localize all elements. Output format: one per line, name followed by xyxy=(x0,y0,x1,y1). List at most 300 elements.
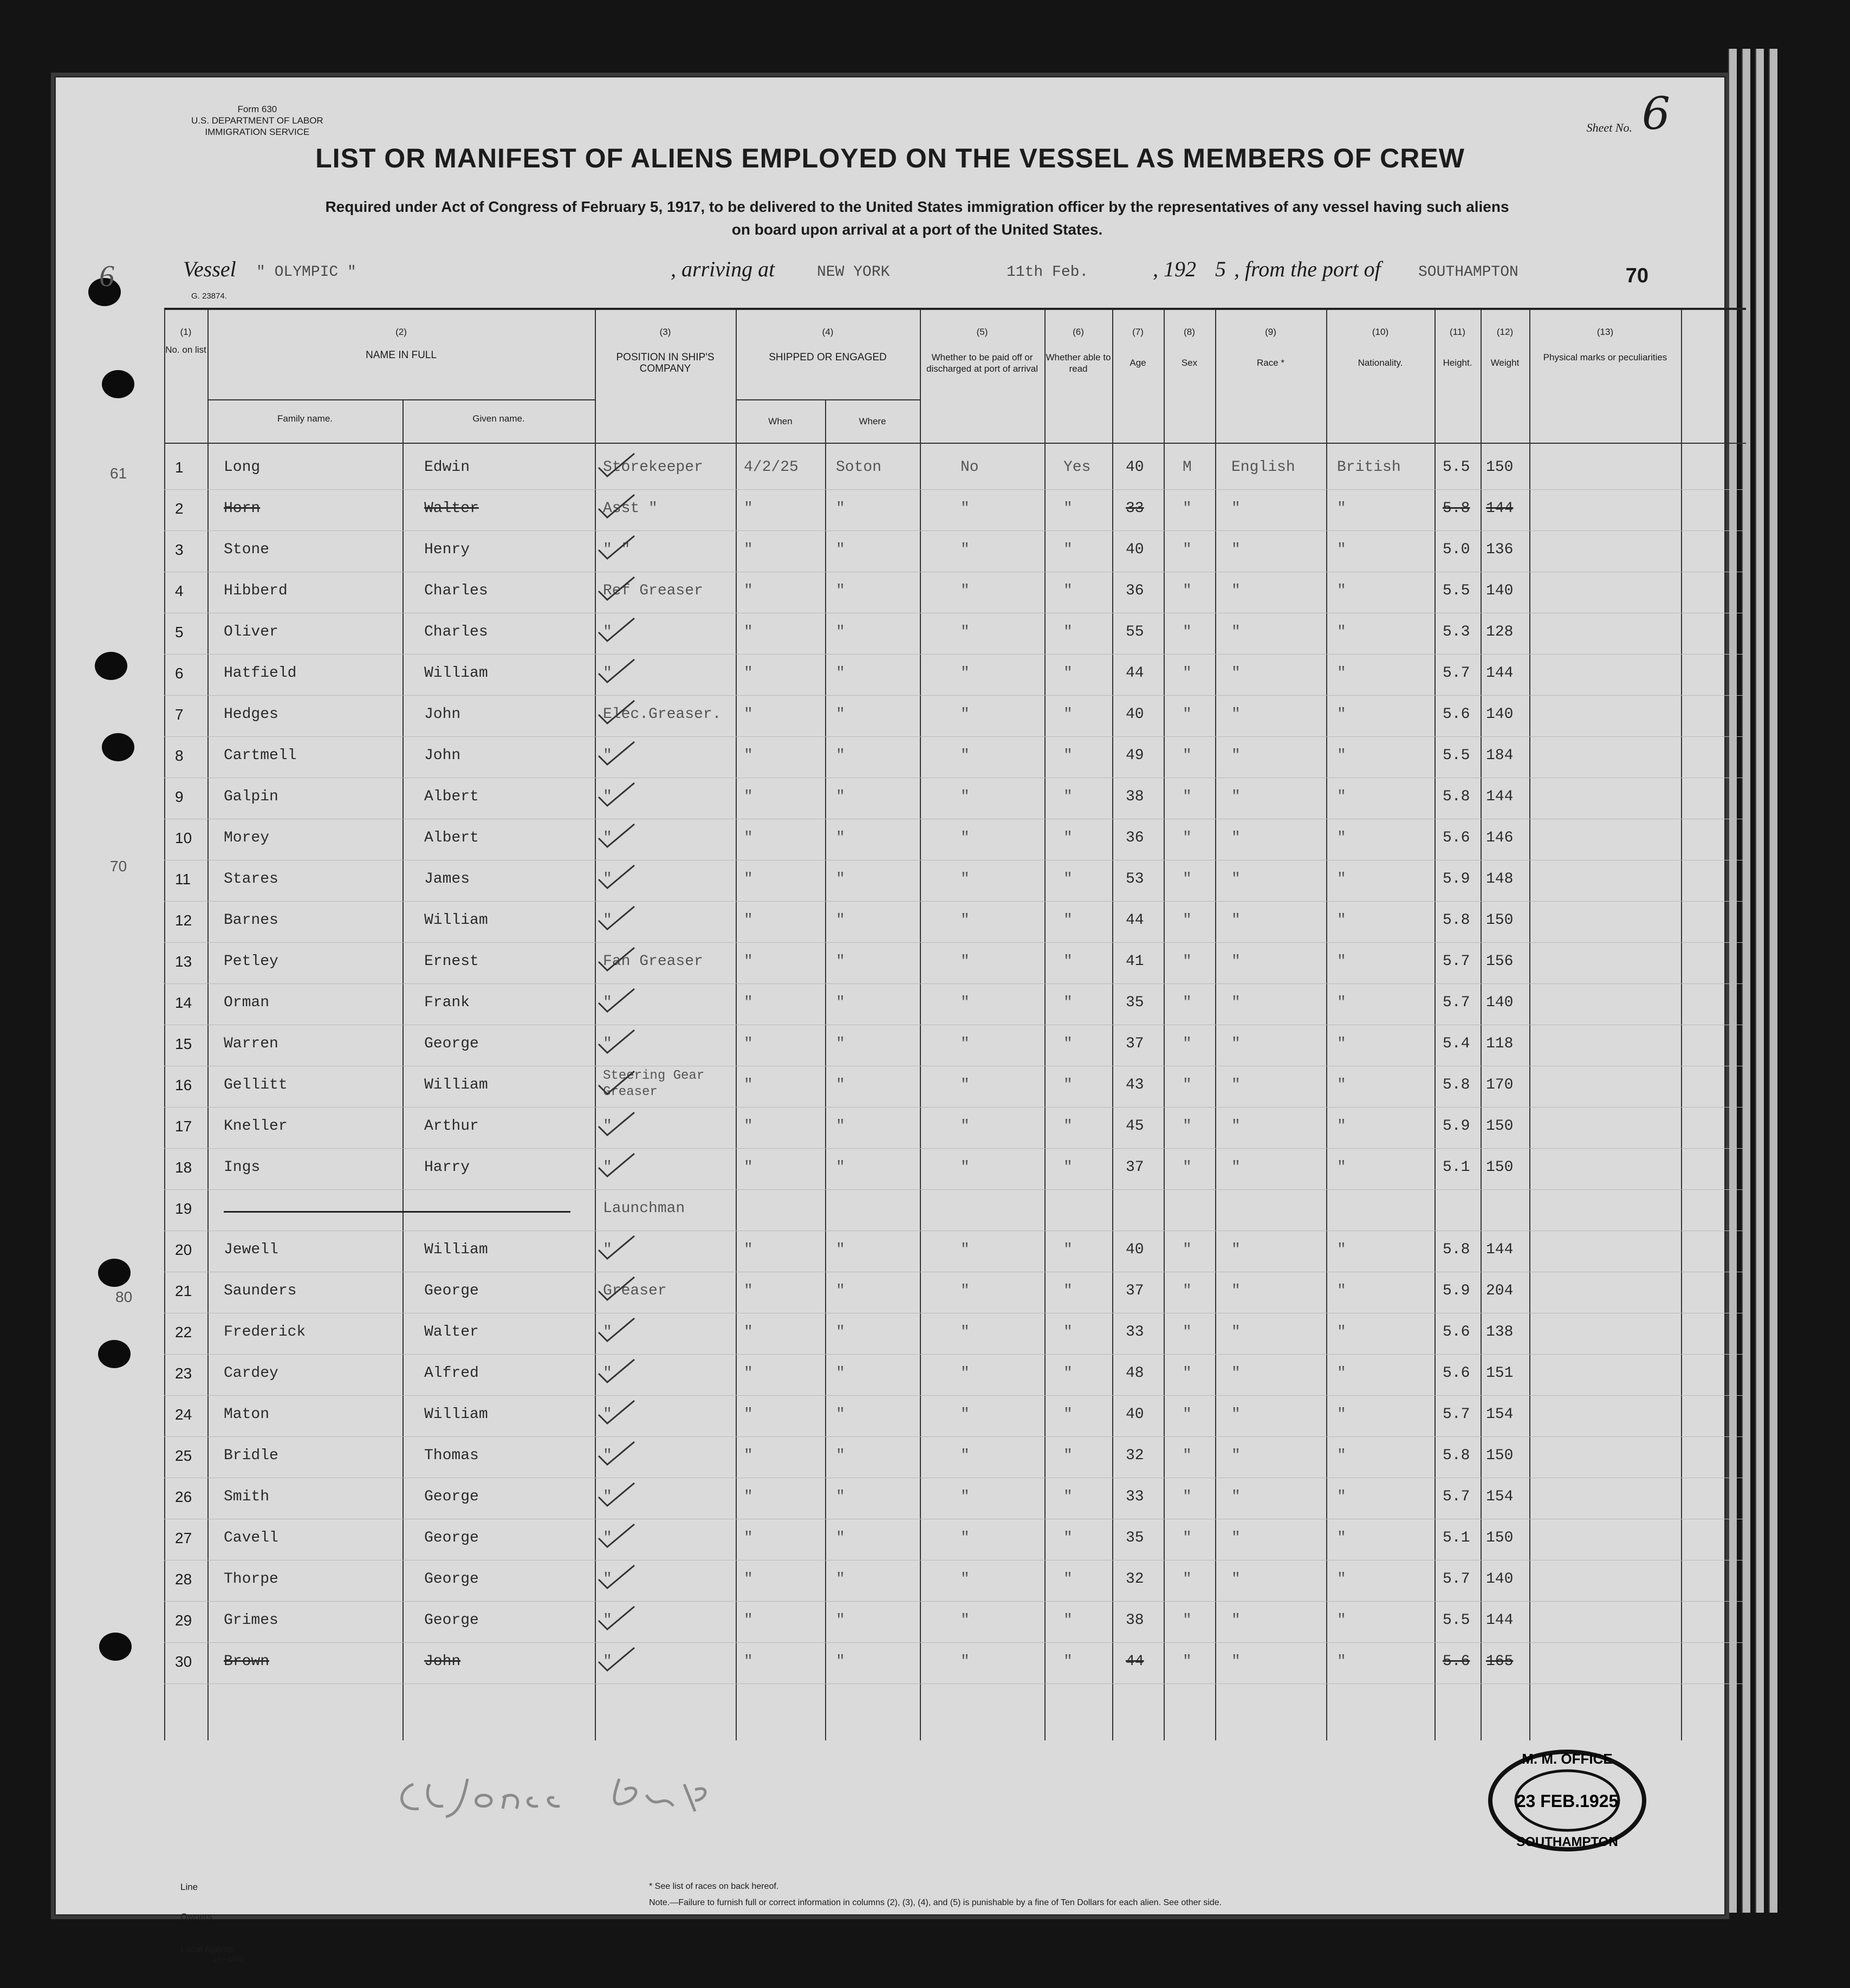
position: " xyxy=(603,1488,612,1505)
height: 5.5 xyxy=(1443,582,1470,599)
given-name: Arthur xyxy=(424,1118,479,1135)
paid-off: " xyxy=(960,830,970,846)
given-name: William xyxy=(424,1077,488,1093)
checkmark-icon xyxy=(598,451,635,478)
paid-off: " xyxy=(960,1035,970,1052)
shipped-when: " xyxy=(744,1118,753,1135)
weight: 170 xyxy=(1486,1077,1514,1093)
penalty-note: Note.—Failure to furnish full or correct information in columns (2), (3), (4), and (5) is punishable by a fine of Ten Dollars for each alien. See other side. xyxy=(649,1898,1222,1907)
given-name: John xyxy=(424,706,461,723)
table-row xyxy=(164,1354,1746,1396)
shipped-when: " xyxy=(744,1612,753,1629)
sex: " xyxy=(1183,1406,1192,1423)
table-row xyxy=(164,942,1746,984)
table-row xyxy=(164,736,1746,778)
nationality: " xyxy=(1337,871,1346,888)
position: Steering Gear Greaser xyxy=(603,1069,705,1099)
nationality: " xyxy=(1337,1530,1346,1546)
row-number: 7 xyxy=(175,706,184,723)
row-number: 3 xyxy=(175,541,184,558)
paid-off: " xyxy=(960,747,970,764)
sex: " xyxy=(1183,1571,1192,1588)
age: 40 xyxy=(1126,459,1144,476)
col-paid-header: (5) Whether to be paid off or discharged at port of arrival xyxy=(926,327,1038,374)
shipped-when: " xyxy=(744,1324,753,1341)
given-name: William xyxy=(424,1241,488,1258)
paid-off: " xyxy=(960,1324,970,1341)
family-name: Barnes xyxy=(224,912,278,929)
age: 37 xyxy=(1126,1159,1144,1176)
able-to-read: " xyxy=(1063,500,1073,517)
weight: 150 xyxy=(1486,912,1514,929)
col-position-header: (3) POSITION IN SHIP'S COMPANY xyxy=(616,327,715,374)
row-number: 16 xyxy=(175,1077,192,1093)
family-name: Jewell xyxy=(224,1241,278,1258)
table-row xyxy=(164,448,1746,490)
family-name: Warren xyxy=(224,1035,278,1052)
margin-handwritten-number: 6 xyxy=(99,260,114,293)
row-number: 18 xyxy=(175,1159,192,1176)
height: 5.9 xyxy=(1443,871,1470,888)
shipped-where: " xyxy=(836,1571,845,1588)
given-name: Walter xyxy=(424,1324,479,1341)
owners-label: Owners xyxy=(180,1912,212,1922)
nationality: " xyxy=(1337,747,1346,764)
sex: " xyxy=(1183,912,1192,929)
given-name: Walter xyxy=(424,500,479,517)
table-row xyxy=(164,1395,1746,1437)
table-row xyxy=(164,1025,1746,1066)
page-edge xyxy=(1755,49,1764,1913)
given-name: Charles xyxy=(424,624,488,640)
checkmark-icon xyxy=(598,493,635,520)
shipped-when: " xyxy=(744,871,753,888)
checkmark-icon xyxy=(598,1069,635,1096)
weight: 144 xyxy=(1486,665,1514,682)
height: 5.6 xyxy=(1443,830,1470,846)
nationality: " xyxy=(1337,582,1346,599)
age: 40 xyxy=(1126,541,1144,558)
table-row xyxy=(164,1231,1746,1272)
family-name: Hedges xyxy=(224,706,278,723)
race: " xyxy=(1231,624,1241,640)
checkmark-icon xyxy=(598,1316,635,1343)
position: Greaser xyxy=(603,1283,667,1299)
age: 35 xyxy=(1126,1530,1144,1546)
given-name: William xyxy=(424,665,488,682)
age: 38 xyxy=(1126,788,1144,805)
family-name: Ings xyxy=(224,1159,261,1176)
able-to-read: " xyxy=(1063,1612,1073,1629)
shipped-where: " xyxy=(836,788,845,805)
col-nationality-header: (10) Nationality. xyxy=(1358,327,1403,368)
agents-label: Local Agents xyxy=(180,1944,233,1954)
nationality: " xyxy=(1337,1324,1346,1341)
position: " xyxy=(603,624,612,640)
race: English xyxy=(1231,459,1295,476)
position: " xyxy=(603,871,612,888)
paid-off: " xyxy=(960,706,970,723)
weight: 150 xyxy=(1486,1530,1514,1546)
from-port-label: , from the port of xyxy=(1234,257,1381,281)
race: " xyxy=(1231,912,1241,929)
position: " xyxy=(603,1571,612,1588)
age: 40 xyxy=(1126,1241,1144,1258)
checkmark-icon xyxy=(598,657,635,684)
paid-off: " xyxy=(960,1118,970,1135)
shipped-when: " xyxy=(744,500,753,517)
table-row xyxy=(164,1313,1746,1355)
age: 55 xyxy=(1126,624,1144,640)
age: 45 xyxy=(1126,1118,1144,1135)
checkmark-icon xyxy=(598,740,635,767)
position: " xyxy=(603,912,612,929)
given-name: Thomas xyxy=(424,1447,479,1464)
col-read-header: (6) Whether able to read xyxy=(1046,327,1111,374)
col-sex-header: (8) Sex xyxy=(1181,327,1198,368)
age: 44 xyxy=(1126,912,1144,929)
checkmark-icon xyxy=(598,1522,635,1549)
able-to-read: " xyxy=(1063,1571,1073,1588)
nationality: " xyxy=(1337,1488,1346,1505)
checkmark-icon xyxy=(598,616,635,643)
shipped-where: " xyxy=(836,994,845,1011)
family-name: Cartmell xyxy=(224,747,297,764)
weight: 118 xyxy=(1486,1035,1514,1052)
paid-off: " xyxy=(960,1530,970,1546)
able-to-read: " xyxy=(1063,1324,1073,1341)
given-name: Edwin xyxy=(424,459,470,476)
shipped-when: " xyxy=(744,541,753,558)
row-number: 14 xyxy=(175,994,192,1011)
weight: 144 xyxy=(1486,500,1514,517)
table-row xyxy=(164,1560,1746,1602)
height: 5.7 xyxy=(1443,665,1470,682)
row-number: 2 xyxy=(175,500,184,517)
table-row xyxy=(164,613,1746,655)
col-when-header: When xyxy=(768,416,793,426)
row-number: 20 xyxy=(175,1241,192,1258)
arriving-label: , arriving at xyxy=(671,257,775,281)
paid-off: " xyxy=(960,582,970,599)
table-row xyxy=(164,778,1746,819)
blank-entry-line xyxy=(224,1211,570,1213)
weight: 148 xyxy=(1486,871,1514,888)
given-name: Albert xyxy=(424,788,479,805)
checkmark-icon xyxy=(598,1234,635,1261)
age: 37 xyxy=(1126,1035,1144,1052)
race: " xyxy=(1231,1406,1241,1423)
race: " xyxy=(1231,994,1241,1011)
height: 5.0 xyxy=(1443,541,1470,558)
vessel-label: Vessel xyxy=(183,257,236,281)
given-name: George xyxy=(424,1035,479,1052)
agents-code: 14—1240 xyxy=(213,1955,244,1963)
shipped-where: " xyxy=(836,1159,845,1176)
height: 5.4 xyxy=(1443,1035,1470,1052)
subtitle-line-2: on board upon arrival at a port of the United States. xyxy=(731,221,1103,238)
race: " xyxy=(1231,1447,1241,1464)
race: " xyxy=(1231,1488,1241,1505)
position: " xyxy=(603,788,612,805)
margin-number: 61 xyxy=(110,465,127,482)
shipped-when: " xyxy=(744,1159,753,1176)
sex: " xyxy=(1183,706,1192,723)
position: Elec.Greaser. xyxy=(603,706,722,723)
able-to-read: " xyxy=(1063,1488,1073,1505)
table-row xyxy=(164,901,1746,943)
vessel-line xyxy=(183,256,1678,289)
shipped-when: " xyxy=(744,1530,753,1546)
nationality: " xyxy=(1337,830,1346,846)
given-name: Alfred xyxy=(424,1365,479,1382)
able-to-read: " xyxy=(1063,747,1073,764)
checkmark-icon xyxy=(598,1604,635,1631)
shipped-where: " xyxy=(836,665,845,682)
paid-off: " xyxy=(960,1077,970,1093)
table-row xyxy=(164,1436,1746,1478)
paid-off: " xyxy=(960,1653,970,1670)
sex: " xyxy=(1183,747,1192,764)
shipped-when: " xyxy=(744,1488,753,1505)
family-name: Morey xyxy=(224,830,270,846)
given-name: Albert xyxy=(424,830,479,846)
shipped-when: " xyxy=(744,1077,753,1093)
race: " xyxy=(1231,1283,1241,1299)
race: " xyxy=(1231,871,1241,888)
row-number: 26 xyxy=(175,1488,192,1505)
sex: " xyxy=(1183,1530,1192,1546)
office-date-stamp xyxy=(1486,1746,1648,1855)
shipped-where: " xyxy=(836,747,845,764)
able-to-read: " xyxy=(1063,830,1073,846)
checkmark-icon xyxy=(598,822,635,849)
col-height-header: (11) Height. xyxy=(1443,327,1472,368)
table-row xyxy=(164,819,1746,860)
given-name: John xyxy=(424,747,461,764)
table-row xyxy=(164,1519,1746,1560)
row-number: 25 xyxy=(175,1447,192,1464)
position: " xyxy=(603,1406,612,1423)
family-name: Frederick xyxy=(224,1324,306,1341)
paid-off: " xyxy=(960,1447,970,1464)
family-name: Stone xyxy=(224,541,270,558)
race: " xyxy=(1231,500,1241,517)
nationality: " xyxy=(1337,788,1346,805)
able-to-read: " xyxy=(1063,1159,1073,1176)
sex: " xyxy=(1183,1159,1192,1176)
table-row xyxy=(164,1107,1746,1149)
family-name: Brown xyxy=(224,1653,270,1670)
race: " xyxy=(1231,1365,1241,1382)
position: " xyxy=(603,1530,612,1546)
shipped-where: " xyxy=(836,1035,845,1052)
weight: 144 xyxy=(1486,788,1514,805)
weight: 156 xyxy=(1486,953,1514,970)
family-name: Oliver xyxy=(224,624,278,640)
paid-off: " xyxy=(960,1488,970,1505)
able-to-read: " xyxy=(1063,912,1073,929)
race: " xyxy=(1231,1035,1241,1052)
weight: 146 xyxy=(1486,830,1514,846)
paid-off: " xyxy=(960,665,970,682)
table-row xyxy=(164,1189,1746,1231)
checkmark-icon xyxy=(598,1110,635,1137)
row-number: 8 xyxy=(175,747,184,764)
height: 5.5 xyxy=(1443,747,1470,764)
family-name: Thorpe xyxy=(224,1571,278,1588)
able-to-read: " xyxy=(1063,1653,1073,1670)
given-name: Ernest xyxy=(424,953,479,970)
height: 5.7 xyxy=(1443,1488,1470,1505)
table-row xyxy=(164,1601,1746,1643)
family-name: Hibberd xyxy=(224,582,288,599)
shipped-when: " xyxy=(744,1283,753,1299)
position: Ref Greaser xyxy=(603,582,703,599)
sex: " xyxy=(1183,624,1192,640)
sex: " xyxy=(1183,541,1192,558)
checkmark-icon xyxy=(598,946,635,973)
weight: 165 xyxy=(1486,1653,1514,1670)
form-number: Form 630 xyxy=(237,104,277,114)
height: 5.6 xyxy=(1443,706,1470,723)
height: 5.8 xyxy=(1443,1077,1470,1093)
race: " xyxy=(1231,830,1241,846)
arrival-date: 11th Feb. xyxy=(1007,264,1089,281)
family-name: Stares xyxy=(224,871,278,888)
shipped-where: " xyxy=(836,706,845,723)
race: " xyxy=(1231,953,1241,970)
shipped-where: " xyxy=(836,1488,845,1505)
able-to-read: " xyxy=(1063,1241,1073,1258)
weight: 128 xyxy=(1486,624,1514,640)
weight: 150 xyxy=(1486,459,1514,476)
nationality: " xyxy=(1337,1283,1346,1299)
age: 41 xyxy=(1126,953,1144,970)
table-row xyxy=(164,1148,1746,1190)
col-marks-header: (13) Physical marks or peculiarities xyxy=(1543,327,1667,362)
given-name: James xyxy=(424,871,470,888)
race: " xyxy=(1231,1118,1241,1135)
weight: 140 xyxy=(1486,582,1514,599)
nationality: " xyxy=(1337,994,1346,1011)
nationality: " xyxy=(1337,1612,1346,1629)
able-to-read: " xyxy=(1063,788,1073,805)
races-note: * See list of races on back hereof. xyxy=(649,1882,779,1891)
form-header xyxy=(191,103,323,138)
col-name-header: (2) NAME IN FULL xyxy=(366,327,437,361)
nationality: " xyxy=(1337,1241,1346,1258)
col-weight-header: (12) Weight xyxy=(1490,327,1520,368)
shipped-when: " xyxy=(744,1653,753,1670)
able-to-read: " xyxy=(1063,624,1073,640)
nationality: " xyxy=(1337,1406,1346,1423)
shipped-when: " xyxy=(744,624,753,640)
shipped-where: " xyxy=(836,1612,845,1629)
from-port: SOUTHAMPTON xyxy=(1418,264,1518,281)
height: 5.7 xyxy=(1443,994,1470,1011)
able-to-read: " xyxy=(1063,1365,1073,1382)
family-name: Maton xyxy=(224,1406,270,1423)
weight: 140 xyxy=(1486,1571,1514,1588)
shipped-where: " xyxy=(836,1077,845,1093)
race: " xyxy=(1231,1077,1241,1093)
family-name: Orman xyxy=(224,994,270,1011)
row-number: 6 xyxy=(175,665,184,682)
shipped-where: " xyxy=(836,953,845,970)
shipped-where: " xyxy=(836,1406,845,1423)
sex: " xyxy=(1183,665,1192,682)
height: 5.5 xyxy=(1443,459,1470,476)
age: 40 xyxy=(1126,706,1144,723)
nationality: British xyxy=(1337,459,1401,476)
weight: 140 xyxy=(1486,706,1514,723)
shipped-where: " xyxy=(836,1118,845,1135)
able-to-read: " xyxy=(1063,1118,1073,1135)
shipped-when: " xyxy=(744,706,753,723)
given-name: George xyxy=(424,1571,479,1588)
shipped-where: " xyxy=(836,871,845,888)
position: " xyxy=(603,1653,612,1670)
checkmark-icon xyxy=(598,1357,635,1384)
sex: " xyxy=(1183,871,1192,888)
checkmark-icon xyxy=(598,1646,635,1673)
age: 38 xyxy=(1126,1612,1144,1629)
family-name: Kneller xyxy=(224,1118,288,1135)
family-name: Cavell xyxy=(224,1530,278,1546)
weight: 136 xyxy=(1486,541,1514,558)
shipped-when: " xyxy=(744,747,753,764)
sex: " xyxy=(1183,582,1192,599)
given-name: George xyxy=(424,1612,479,1629)
given-name: George xyxy=(424,1283,479,1299)
paid-off: " xyxy=(960,953,970,970)
paid-off: " xyxy=(960,1406,970,1423)
nationality: " xyxy=(1337,1118,1346,1135)
age: 33 xyxy=(1126,1488,1144,1505)
family-name: Horn xyxy=(224,500,261,517)
weight: 144 xyxy=(1486,1241,1514,1258)
checkmark-icon xyxy=(598,698,635,726)
weight: 151 xyxy=(1486,1365,1514,1382)
shipped-where: " xyxy=(836,582,845,599)
manifest-sheet xyxy=(54,76,1726,1963)
checkmark-icon xyxy=(598,781,635,808)
sex: " xyxy=(1183,1612,1192,1629)
col-where-header: Where xyxy=(859,416,886,426)
family-name: Grimes xyxy=(224,1612,278,1629)
checkmark-icon xyxy=(598,1151,635,1178)
col-age-header: (7) Age xyxy=(1130,327,1146,368)
nationality: " xyxy=(1337,706,1346,723)
race: " xyxy=(1231,1159,1241,1176)
table-row xyxy=(164,572,1746,613)
age: 33 xyxy=(1126,500,1144,517)
margin-number: 80 xyxy=(115,1288,133,1305)
shipped-when: " xyxy=(744,665,753,682)
checkmark-icon xyxy=(598,987,635,1014)
height: 5.8 xyxy=(1443,1447,1470,1464)
height: 5.6 xyxy=(1443,1653,1470,1670)
given-name: Frank xyxy=(424,994,470,1011)
punch-hole xyxy=(99,1633,132,1661)
nationality: " xyxy=(1337,1571,1346,1588)
table-row xyxy=(164,489,1746,531)
checkmark-icon xyxy=(598,534,635,561)
able-to-read: " xyxy=(1063,541,1073,558)
sex: " xyxy=(1183,1447,1192,1464)
shipped-when: " xyxy=(744,788,753,805)
